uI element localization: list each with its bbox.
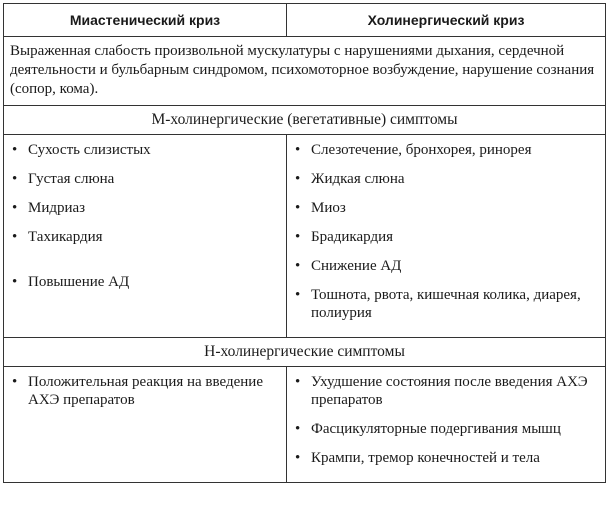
list-item: • Сухость слизистых (10, 141, 280, 159)
list-item: • Тахикардия (10, 228, 280, 246)
list-item: • Слезотечение, бронхорея, ринорея (293, 141, 599, 159)
header-myasthenic: Миастенический криз (4, 4, 287, 37)
intro-text: Выраженная слабость произвольной мускулатуры с нарушениями дыхания, сердечной деятельности и бульбарным синдромом, психомоторное возбуждение, нарушение сознания (сопор, кома). (4, 37, 606, 106)
section2-right-cell (287, 367, 606, 483)
section1-left-cell (4, 135, 287, 338)
list-item: • Тошнота, рвота, кишечная колика, диарея, полиурия (293, 286, 599, 322)
list-item: • Крампи, тремор конечностей и тела (293, 449, 599, 467)
intro-row (4, 37, 606, 106)
section1-row (4, 135, 606, 338)
section2-right-list (287, 367, 605, 482)
list-item: • Брадикардия (293, 228, 599, 246)
section2-left-cell (4, 367, 287, 483)
section1-title-row (4, 106, 606, 135)
list-item: • Миоз (293, 199, 599, 217)
list-item: • Фасцикуляторные подергивания мышц (293, 420, 599, 438)
section1-right-list (287, 135, 605, 337)
list-item: • Снижение АД (293, 257, 599, 275)
section1-title: М-холинергические (вегетативные) симптомы (4, 106, 606, 135)
list-item: • Мидриаз (10, 199, 280, 217)
header-row (4, 4, 606, 37)
list-item: • Жидкая слюна (293, 170, 599, 188)
list-item: • Положительная реакция на введение АХЭ препаратов (10, 373, 280, 409)
comparison-table (3, 3, 606, 483)
section2-title-row (4, 338, 606, 367)
section1-left-list (4, 135, 286, 306)
section1-right-cell (287, 135, 606, 338)
section2-left-list (4, 367, 286, 424)
section2-row (4, 367, 606, 483)
list-item: • Повышение АД (10, 273, 280, 291)
section2-title: Н-холинергические симптомы (4, 338, 606, 367)
list-item: • Густая слюна (10, 170, 280, 188)
header-cholinergic: Холинергический криз (287, 4, 606, 37)
list-item: • Ухудшение состояния после введения АХЭ препаратов (293, 373, 599, 409)
